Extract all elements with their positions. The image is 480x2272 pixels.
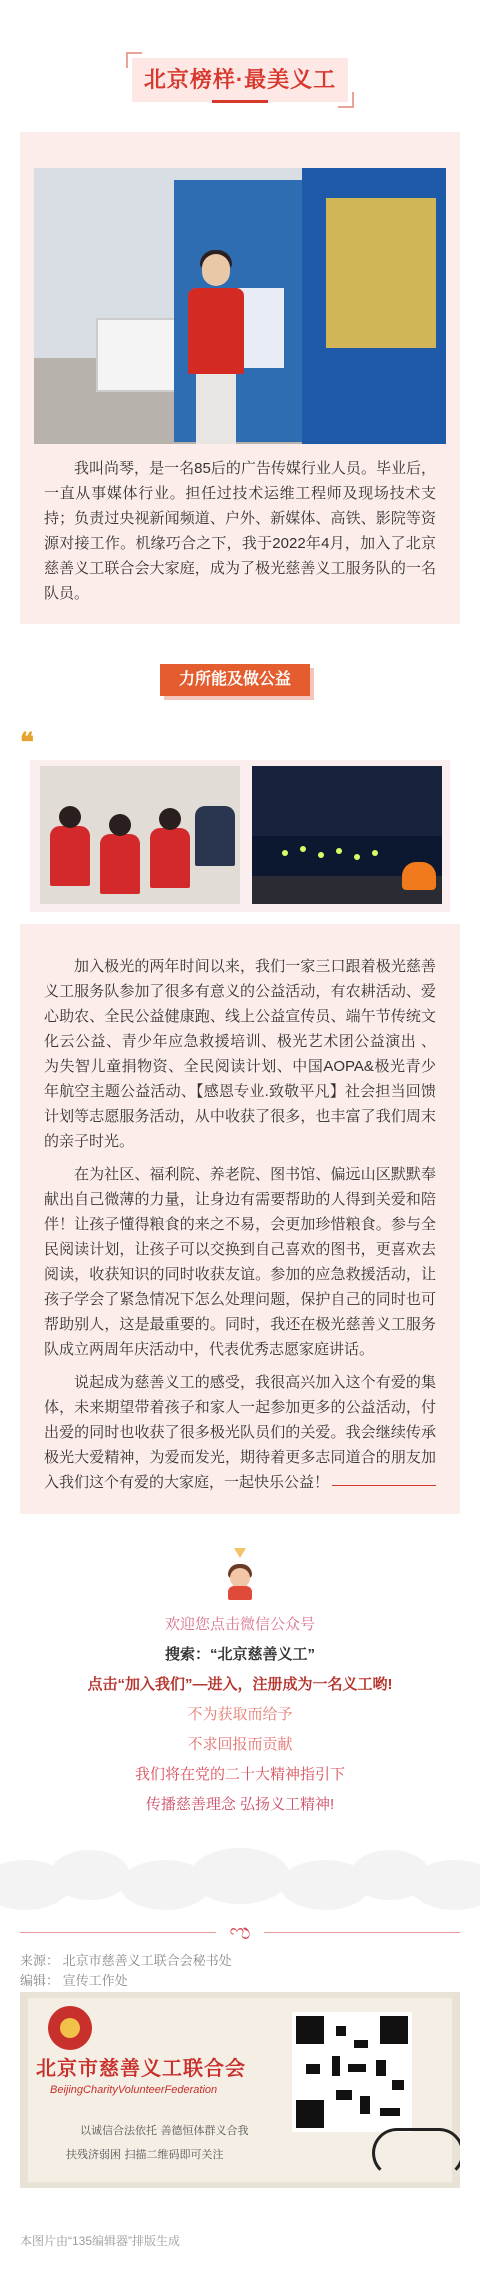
- banner-tagline-2: 扶残济弱困 扫描二维码即可关注: [66, 2148, 224, 2161]
- photo-glow-light: [354, 854, 360, 860]
- photo-glow-light: [336, 848, 342, 854]
- organization-banner: [20, 1992, 460, 2188]
- story-paragraph-1: 加入极光的两年时间以来，我们一家三口跟着极光慈善义工服务队参加了很多有意义的公益活动，有农耕活动、爱心助农、全民公益健康跑、线上公益宣传员、端午节传统文化云公益、青少年应急救援培训、极光艺术团公益演出 、为失智儿童捐物资、全民阅读计划、中国AOPA&极光青少年航空主题公益活动、【感恩专业.致敬平凡】社会担当回馈计划等志愿服务活动，从中收获了很多，也丰富了我们周末的亲子时光。: [44, 958, 436, 1150]
- cloud-shape: [410, 1860, 480, 1910]
- qr-finder: [296, 2100, 324, 2128]
- story-paragraph-2: 在为社区、福利院、养老院、图书馆、偏远山区默默奉献出自己微薄的力量，让身边有需要帮助的人得到关爱和陪伴！让孩子懂得粮食的来之不易，会更加珍惜粮食。参与全民阅读计划，让孩子可以交换到自己喜欢的图书，更喜欢去阅读，收获知识的同时收获友谊。参加的应急救援活动，让孩子学会了紧急情况下怎么处理问题，保护自己的同时也可帮助别人，这是最重要的。同时，我还在极光慈善义工服务队成立两周年庆活动中，代表优秀志愿家庭讲话。: [44, 1166, 436, 1358]
- ribbon-divider-line: [20, 1932, 216, 1933]
- story-paragraph-3: 说起成为慈善义工的感受，我很高兴加入这个有爱的集体，未来期望带着孩子和家人一起参加更多的公益活动，付出爱的同时也收获了很多极光队员们的关爱。我会继续传承极光大爱精神，为爱而发光，期待着更多志同道合的朋友加入我们这个有爱的大家庭，一起快乐公益！: [44, 1374, 436, 1491]
- cloud-shape: [50, 1850, 130, 1900]
- qr-finder: [380, 2016, 408, 2044]
- cloud-divider: [0, 1838, 480, 1894]
- follow-join-line: 点击“加入我们”—进入，注册成为一名义工哟!: [87, 1676, 393, 1693]
- story-divider: [332, 1485, 436, 1486]
- qr-module: [336, 2090, 352, 2100]
- photo-child-head: [159, 808, 181, 830]
- follow-line-1: 欢迎您点击微信公众号: [164, 1616, 315, 1633]
- story-card: [20, 924, 460, 1514]
- quote-mark-icon: ❝: [20, 728, 34, 758]
- photo-figure-head: [202, 254, 230, 286]
- follow-slogan-4: 传播慈善理念 弘扬义工精神!: [145, 1796, 335, 1813]
- photo-child-head: [59, 806, 81, 828]
- qr-module: [360, 2096, 370, 2114]
- org-name: 北京市慈善义工联合会: [36, 2058, 246, 2080]
- follow-slogan-3: 我们将在党的二十大精神指引下: [134, 1766, 345, 1783]
- glasses-decoration: [372, 2128, 460, 2178]
- qr-module: [354, 2040, 368, 2048]
- source-credit: 来源： 北京市慈善义工联合会秘书处: [20, 1953, 232, 1968]
- qr-module: [376, 2060, 386, 2076]
- qr-module: [332, 2056, 340, 2076]
- photo-volunteer-figure: [184, 254, 248, 444]
- ribbon-divider-line: [264, 1932, 460, 1933]
- qr-module: [392, 2080, 404, 2090]
- night-campfire-photo: [252, 766, 442, 904]
- editor-footer: 本图片由“135编辑器”排版生成: [20, 2234, 181, 2248]
- ribbon-bow-icon: ಌ: [229, 1919, 251, 1944]
- photo-glow-light: [318, 852, 324, 858]
- qr-module: [348, 2064, 366, 2072]
- qr-module: [336, 2026, 346, 2036]
- children-activity-photo: [40, 766, 240, 904]
- volunteer-exhibition-photo: [34, 168, 446, 444]
- photo-child-figure: [150, 828, 190, 888]
- activity-photos: [30, 760, 450, 912]
- section-heading-label: 力所能及做公益: [160, 664, 310, 696]
- photo-child-figure: [100, 834, 140, 894]
- title-box: [132, 58, 348, 102]
- org-name-en: BeijingCharityVolunteerFederation: [50, 2084, 218, 2096]
- triangle-ornament-icon: [234, 1548, 246, 1558]
- photo-figure-legs: [196, 374, 236, 444]
- follow-search-line: 搜索：“北京慈善义工”: [164, 1646, 315, 1663]
- photo-figure-red-vest: [188, 288, 244, 374]
- intro-card: [20, 132, 460, 624]
- federation-logo-icon: [48, 2006, 92, 2050]
- photo-child-head: [109, 814, 131, 836]
- section-heading: [160, 664, 320, 702]
- page-title: 北京榜样·最美义工: [143, 67, 337, 92]
- photo-glow-light: [300, 846, 306, 852]
- photo-board-panel: [326, 198, 436, 348]
- photo-child-figure: [50, 826, 90, 886]
- photo-glow-light: [372, 850, 378, 856]
- photo-campfire: [402, 862, 436, 890]
- qr-module: [380, 2108, 400, 2116]
- qr-module: [306, 2064, 320, 2074]
- intro-paragraph: 我叫尚琴，是一名85后的广告传媒行业人员。毕业后，一直从事媒体行业。担任过技术运维工程师及现场技术支持；负责过央视新闻频道、户外、新媒体、高铁、影院等资源对接工作。机缘巧合之下，我于2022年4月，加入了北京慈善义工联合会大家庭，成为了极光慈善义工服务队的一名队员。: [44, 460, 436, 602]
- title-banner: [0, 52, 480, 112]
- follow-slogan-2: 不求回报而贡献: [187, 1736, 293, 1753]
- cloud-shape: [190, 1848, 290, 1904]
- mascot-body: [228, 1586, 252, 1600]
- banner-tagline-1: 以诚信合法依托 善德恒体群义合我: [80, 2124, 249, 2137]
- photo-trees: [252, 766, 442, 836]
- follow-call-to-action: [0, 1610, 480, 1820]
- photo-glow-light: [282, 850, 288, 856]
- editor-credit: 编辑： 宣传工作处: [20, 1973, 128, 1988]
- story-text: [44, 954, 436, 1503]
- wechat-qr-code[interactable]: [292, 2012, 412, 2132]
- qr-finder: [296, 2016, 324, 2044]
- title-underline: [212, 100, 268, 103]
- photo-adult-figure: [195, 806, 235, 866]
- volunteer-mascot-icon: [224, 1564, 256, 1600]
- follow-slogan-1: 不为获取而给予: [187, 1706, 293, 1723]
- mascot-face: [230, 1568, 250, 1588]
